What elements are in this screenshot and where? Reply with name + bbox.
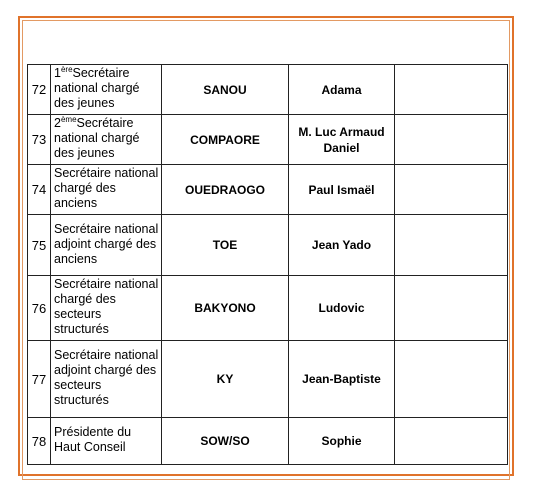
role-prefix: 1 (54, 66, 61, 80)
empty-cell (395, 215, 508, 276)
empty-cell (395, 115, 508, 165)
row-number: 77 (28, 341, 51, 418)
role-superscript: ère (60, 65, 73, 74)
first-name-cell: Adama (289, 65, 395, 115)
role-text: Secrétaire national chargé des jeunes (54, 66, 140, 110)
first-name-cell: Jean Yado (289, 215, 395, 276)
role-cell: Présidente du Haut Conseil (51, 418, 162, 465)
first-name-cell: M. Luc Armaud Daniel (289, 115, 395, 165)
first-name-cell: Paul Ismaël (289, 165, 395, 215)
row-number: 78 (28, 418, 51, 465)
role-cell: Secrétaire national chargé des secteurs structurés (51, 276, 162, 341)
empty-cell (395, 341, 508, 418)
row-number: 76 (28, 276, 51, 341)
last-name-cell: TOE (162, 215, 289, 276)
table-row (28, 418, 508, 465)
table-row (28, 276, 508, 341)
table-row (28, 165, 508, 215)
table-row (28, 215, 508, 276)
last-name-cell: KY (162, 341, 289, 418)
role-cell (51, 115, 162, 165)
role-cell: Secrétaire national chargé des anciens (51, 165, 162, 215)
row-number: 73 (28, 115, 51, 165)
table-row (28, 115, 508, 165)
empty-cell (395, 276, 508, 341)
role-cell: Secrétaire national adjoint chargé des secteurs structurés (51, 341, 162, 418)
first-name-cell: Jean-Baptiste (289, 341, 395, 418)
row-number: 72 (28, 65, 51, 115)
role-cell: Secrétaire national adjoint chargé des anciens (51, 215, 162, 276)
last-name-cell: BAKYONO (162, 276, 289, 341)
role-superscript: ème (60, 115, 77, 124)
role-prefix: 2 (54, 116, 61, 130)
role-text: Secrétaire national chargé des jeunes (54, 116, 140, 160)
first-name-cell: Sophie (289, 418, 395, 465)
last-name-cell: SANOU (162, 65, 289, 115)
table-row (28, 341, 508, 418)
members-table (27, 64, 508, 465)
empty-cell (395, 418, 508, 465)
empty-cell (395, 65, 508, 115)
last-name-cell: OUEDRAOGO (162, 165, 289, 215)
last-name-cell: SOW/SO (162, 418, 289, 465)
row-number: 74 (28, 165, 51, 215)
table-row (28, 65, 508, 115)
last-name-cell: COMPAORE (162, 115, 289, 165)
empty-cell (395, 165, 508, 215)
role-cell (51, 65, 162, 115)
row-number: 75 (28, 215, 51, 276)
first-name-cell: Ludovic (289, 276, 395, 341)
